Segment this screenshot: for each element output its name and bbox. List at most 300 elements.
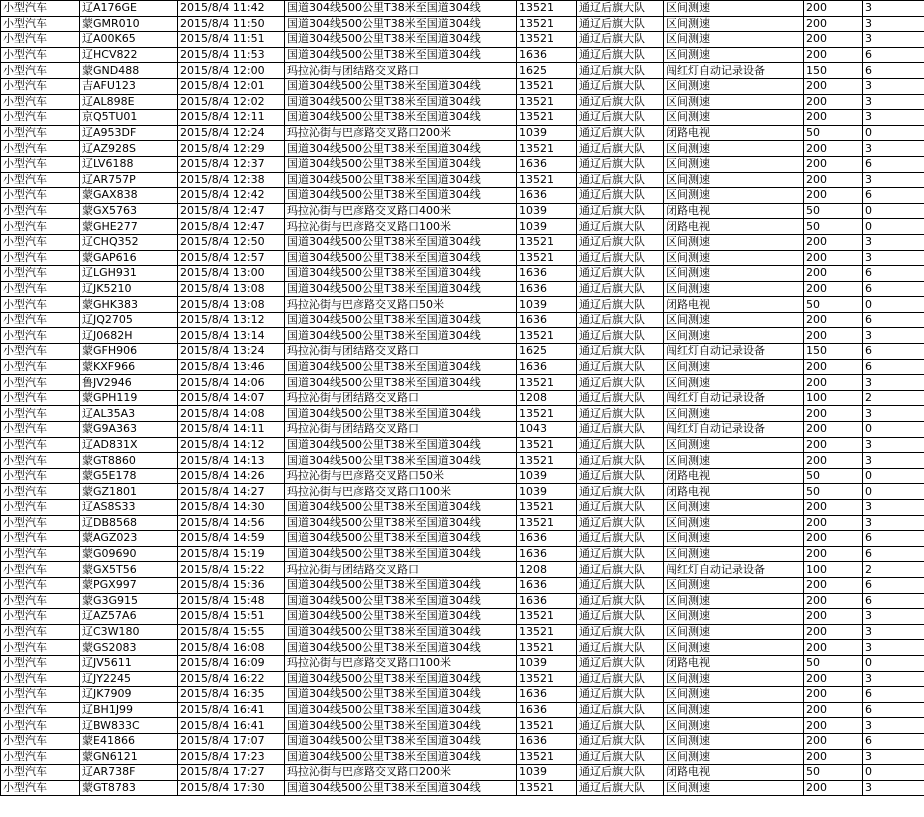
code-cell: 1625 — [517, 63, 577, 79]
points-cell: 6 — [863, 593, 924, 609]
table-row — [1, 375, 924, 391]
vehicle-type-cell: 小型汽车 — [1, 422, 80, 438]
points-cell: 0 — [863, 422, 924, 438]
fine-cell: 200 — [804, 234, 863, 250]
datetime-cell: 2015/8/4 11:42 — [178, 1, 285, 17]
code-cell: 13521 — [517, 406, 577, 422]
vehicle-type-cell: 小型汽车 — [1, 406, 80, 422]
department-cell: 通辽后旗大队 — [577, 188, 664, 204]
fine-cell: 200 — [804, 188, 863, 204]
plate-number-cell: 蒙G5E178 — [80, 468, 178, 484]
code-cell: 1636 — [517, 281, 577, 297]
department-cell: 通辽后旗大队 — [577, 655, 664, 671]
table-row — [1, 531, 924, 547]
plate-number-cell: 辽AZ57A6 — [80, 609, 178, 625]
device-cell: 区间测速 — [664, 640, 804, 656]
points-cell: 6 — [863, 47, 924, 63]
fine-cell: 50 — [804, 765, 863, 781]
device-cell: 闭路电视 — [664, 468, 804, 484]
datetime-cell: 2015/8/4 14:59 — [178, 531, 285, 547]
fine-cell: 200 — [804, 687, 863, 703]
device-cell: 闯红灯自动记录设备 — [664, 63, 804, 79]
plate-number-cell: 吉AFU123 — [80, 78, 178, 94]
points-cell: 6 — [863, 156, 924, 172]
device-cell: 区间测速 — [664, 110, 804, 126]
fine-cell: 200 — [804, 453, 863, 469]
table-row — [1, 655, 924, 671]
department-cell: 通辽后旗大队 — [577, 453, 664, 469]
location-cell: 国道304线500公里T38米至国道304线 — [285, 375, 517, 391]
vehicle-type-cell: 小型汽车 — [1, 655, 80, 671]
code-cell: 1636 — [517, 531, 577, 547]
datetime-cell: 2015/8/4 11:50 — [178, 16, 285, 32]
datetime-cell: 2015/8/4 11:53 — [178, 47, 285, 63]
points-cell: 3 — [863, 609, 924, 625]
department-cell: 通辽后旗大队 — [577, 468, 664, 484]
department-cell: 通辽后旗大队 — [577, 531, 664, 547]
datetime-cell: 2015/8/4 14:12 — [178, 437, 285, 453]
code-cell: 13521 — [517, 234, 577, 250]
datetime-cell: 2015/8/4 12:42 — [178, 188, 285, 204]
fine-cell: 200 — [804, 172, 863, 188]
table-row — [1, 63, 924, 79]
device-cell: 区间测速 — [664, 671, 804, 687]
department-cell: 通辽后旗大队 — [577, 702, 664, 718]
code-cell: 13521 — [517, 110, 577, 126]
code-cell: 13521 — [517, 94, 577, 110]
vehicle-type-cell: 小型汽车 — [1, 484, 80, 500]
datetime-cell: 2015/8/4 16:09 — [178, 655, 285, 671]
vehicle-type-cell: 小型汽车 — [1, 110, 80, 126]
device-cell: 区间测速 — [664, 624, 804, 640]
vehicle-type-cell: 小型汽车 — [1, 63, 80, 79]
device-cell: 区间测速 — [664, 609, 804, 625]
datetime-cell: 2015/8/4 16:41 — [178, 718, 285, 734]
fine-cell: 200 — [804, 624, 863, 640]
location-cell: 国道304线500公里T38米至国道304线 — [285, 234, 517, 250]
department-cell: 通辽后旗大队 — [577, 749, 664, 765]
plate-number-cell: 蒙GAX838 — [80, 188, 178, 204]
points-cell: 6 — [863, 359, 924, 375]
plate-number-cell: 京Q5TU01 — [80, 110, 178, 126]
fine-cell: 50 — [804, 297, 863, 313]
vehicle-type-cell: 小型汽车 — [1, 437, 80, 453]
department-cell: 通辽后旗大队 — [577, 780, 664, 796]
fine-cell: 200 — [804, 141, 863, 157]
points-cell: 3 — [863, 250, 924, 266]
code-cell: 13521 — [517, 640, 577, 656]
fine-cell: 200 — [804, 156, 863, 172]
device-cell: 区间测速 — [664, 281, 804, 297]
code-cell: 13521 — [517, 328, 577, 344]
fine-cell: 200 — [804, 500, 863, 516]
vehicle-type-cell: 小型汽车 — [1, 671, 80, 687]
points-cell: 3 — [863, 671, 924, 687]
device-cell: 区间测速 — [664, 577, 804, 593]
code-cell: 1039 — [517, 297, 577, 313]
location-cell: 玛拉沁街与巴彦路交叉路口400米 — [285, 203, 517, 219]
table-row — [1, 203, 924, 219]
device-cell: 区间测速 — [664, 780, 804, 796]
vehicle-type-cell: 小型汽车 — [1, 94, 80, 110]
code-cell: 13521 — [517, 437, 577, 453]
plate-number-cell: 蒙GAP616 — [80, 250, 178, 266]
fine-cell: 100 — [804, 390, 863, 406]
vehicle-type-cell: 小型汽车 — [1, 390, 80, 406]
location-cell: 玛拉沁街与团结路交叉路口 — [285, 63, 517, 79]
vehicle-type-cell: 小型汽车 — [1, 32, 80, 48]
department-cell: 通辽后旗大队 — [577, 16, 664, 32]
datetime-cell: 2015/8/4 12:29 — [178, 141, 285, 157]
location-cell: 国道304线500公里T38米至国道304线 — [285, 546, 517, 562]
fine-cell: 50 — [804, 219, 863, 235]
datetime-cell: 2015/8/4 12:02 — [178, 94, 285, 110]
code-cell: 13521 — [517, 671, 577, 687]
device-cell: 区间测速 — [664, 78, 804, 94]
department-cell: 通辽后旗大队 — [577, 733, 664, 749]
vehicle-type-cell: 小型汽车 — [1, 609, 80, 625]
table-row — [1, 297, 924, 313]
table-row — [1, 593, 924, 609]
location-cell: 国道304线500公里T38米至国道304线 — [285, 593, 517, 609]
location-cell: 国道304线500公里T38米至国道304线 — [285, 640, 517, 656]
fine-cell: 200 — [804, 640, 863, 656]
department-cell: 通辽后旗大队 — [577, 562, 664, 578]
plate-number-cell: 辽AL35A3 — [80, 406, 178, 422]
vehicle-type-cell: 小型汽车 — [1, 718, 80, 734]
datetime-cell: 2015/8/4 13:24 — [178, 344, 285, 360]
location-cell: 国道304线500公里T38米至国道304线 — [285, 250, 517, 266]
table-row — [1, 125, 924, 141]
device-cell: 闭路电视 — [664, 765, 804, 781]
table-row — [1, 577, 924, 593]
points-cell: 6 — [863, 188, 924, 204]
vehicle-type-cell: 小型汽车 — [1, 234, 80, 250]
plate-number-cell: 辽AR738F — [80, 765, 178, 781]
plate-number-cell: 蒙GHE277 — [80, 219, 178, 235]
device-cell: 区间测速 — [664, 515, 804, 531]
plate-number-cell: 蒙GX5763 — [80, 203, 178, 219]
vehicle-type-cell: 小型汽车 — [1, 47, 80, 63]
device-cell: 区间测速 — [664, 406, 804, 422]
vehicle-type-cell: 小型汽车 — [1, 515, 80, 531]
vehicle-type-cell: 小型汽车 — [1, 624, 80, 640]
table-row — [1, 344, 924, 360]
plate-number-cell: 辽JK5210 — [80, 281, 178, 297]
code-cell: 1039 — [517, 765, 577, 781]
plate-number-cell: 辽LV6188 — [80, 156, 178, 172]
fine-cell: 200 — [804, 406, 863, 422]
location-cell: 玛拉沁街与巴彦路交叉路口100米 — [285, 484, 517, 500]
code-cell: 13521 — [517, 749, 577, 765]
location-cell: 玛拉沁街与巴彦路交叉路口50米 — [285, 468, 517, 484]
fine-cell: 200 — [804, 593, 863, 609]
device-cell: 闭路电视 — [664, 484, 804, 500]
location-cell: 国道304线500公里T38米至国道304线 — [285, 110, 517, 126]
device-cell: 区间测速 — [664, 312, 804, 328]
plate-number-cell: 辽AD831X — [80, 437, 178, 453]
device-cell: 闭路电视 — [664, 219, 804, 235]
device-cell: 闯红灯自动记录设备 — [664, 390, 804, 406]
vehicle-type-cell: 小型汽车 — [1, 780, 80, 796]
code-cell: 13521 — [517, 515, 577, 531]
datetime-cell: 2015/8/4 13:08 — [178, 297, 285, 313]
location-cell: 玛拉沁街与巴彦路交叉路口50米 — [285, 297, 517, 313]
fine-cell: 50 — [804, 655, 863, 671]
vehicle-type-cell: 小型汽车 — [1, 344, 80, 360]
datetime-cell: 2015/8/4 17:30 — [178, 780, 285, 796]
code-cell: 1636 — [517, 702, 577, 718]
vehicle-type-cell: 小型汽车 — [1, 468, 80, 484]
code-cell: 1636 — [517, 359, 577, 375]
device-cell: 闭路电视 — [664, 655, 804, 671]
datetime-cell: 2015/8/4 15:51 — [178, 609, 285, 625]
vehicle-type-cell: 小型汽车 — [1, 188, 80, 204]
points-cell: 0 — [863, 765, 924, 781]
plate-number-cell: 辽DB8568 — [80, 515, 178, 531]
table-row — [1, 94, 924, 110]
points-cell: 3 — [863, 32, 924, 48]
department-cell: 通辽后旗大队 — [577, 718, 664, 734]
code-cell: 13521 — [517, 609, 577, 625]
table-row — [1, 468, 924, 484]
department-cell: 通辽后旗大队 — [577, 32, 664, 48]
fine-cell: 200 — [804, 328, 863, 344]
code-cell: 1636 — [517, 47, 577, 63]
location-cell: 国道304线500公里T38米至国道304线 — [285, 406, 517, 422]
points-cell: 3 — [863, 453, 924, 469]
department-cell: 通辽后旗大队 — [577, 500, 664, 516]
points-cell: 3 — [863, 141, 924, 157]
device-cell: 区间测速 — [664, 172, 804, 188]
points-cell: 6 — [863, 687, 924, 703]
plate-number-cell: 鲁JV2946 — [80, 375, 178, 391]
fine-cell: 150 — [804, 344, 863, 360]
fine-cell: 200 — [804, 312, 863, 328]
device-cell: 区间测速 — [664, 156, 804, 172]
plate-number-cell: 蒙GN6121 — [80, 749, 178, 765]
points-cell: 0 — [863, 655, 924, 671]
device-cell: 区间测速 — [664, 250, 804, 266]
points-cell: 3 — [863, 640, 924, 656]
department-cell: 通辽后旗大队 — [577, 484, 664, 500]
datetime-cell: 2015/8/4 13:46 — [178, 359, 285, 375]
department-cell: 通辽后旗大队 — [577, 671, 664, 687]
vehicle-type-cell: 小型汽车 — [1, 125, 80, 141]
datetime-cell: 2015/8/4 14:08 — [178, 406, 285, 422]
points-cell: 3 — [863, 78, 924, 94]
device-cell: 区间测速 — [664, 546, 804, 562]
vehicle-type-cell: 小型汽车 — [1, 640, 80, 656]
points-cell: 3 — [863, 16, 924, 32]
vehicle-type-cell: 小型汽车 — [1, 531, 80, 547]
fine-cell: 50 — [804, 484, 863, 500]
device-cell: 区间测速 — [664, 266, 804, 282]
vehicle-type-cell: 小型汽车 — [1, 78, 80, 94]
fine-cell: 50 — [804, 125, 863, 141]
plate-number-cell: 辽AL898E — [80, 94, 178, 110]
location-cell: 国道304线500公里T38米至国道304线 — [285, 266, 517, 282]
datetime-cell: 2015/8/4 16:08 — [178, 640, 285, 656]
fine-cell: 200 — [804, 422, 863, 438]
department-cell: 通辽后旗大队 — [577, 94, 664, 110]
points-cell: 3 — [863, 234, 924, 250]
vehicle-type-cell: 小型汽车 — [1, 702, 80, 718]
plate-number-cell: 蒙AGZ023 — [80, 531, 178, 547]
vehicle-type-cell: 小型汽车 — [1, 453, 80, 469]
points-cell: 3 — [863, 110, 924, 126]
table-row — [1, 156, 924, 172]
table-row — [1, 765, 924, 781]
location-cell: 玛拉沁街与团结路交叉路口 — [285, 562, 517, 578]
device-cell: 区间测速 — [664, 531, 804, 547]
datetime-cell: 2015/8/4 12:47 — [178, 203, 285, 219]
datetime-cell: 2015/8/4 12:11 — [178, 110, 285, 126]
code-cell: 1039 — [517, 655, 577, 671]
datetime-cell: 2015/8/4 15:36 — [178, 577, 285, 593]
points-cell: 3 — [863, 718, 924, 734]
points-cell: 6 — [863, 546, 924, 562]
device-cell: 区间测速 — [664, 1, 804, 17]
points-cell: 0 — [863, 297, 924, 313]
points-cell: 6 — [863, 281, 924, 297]
points-cell: 6 — [863, 63, 924, 79]
plate-number-cell: 蒙GZ1801 — [80, 484, 178, 500]
vehicle-type-cell: 小型汽车 — [1, 562, 80, 578]
table-row — [1, 515, 924, 531]
table-row — [1, 281, 924, 297]
code-cell: 13521 — [517, 250, 577, 266]
vehicle-type-cell: 小型汽车 — [1, 219, 80, 235]
table-row — [1, 671, 924, 687]
plate-number-cell: 辽BW833C — [80, 718, 178, 734]
plate-number-cell: 蒙KXF966 — [80, 359, 178, 375]
location-cell: 玛拉沁街与团结路交叉路口 — [285, 390, 517, 406]
device-cell: 区间测速 — [664, 437, 804, 453]
table-row — [1, 422, 924, 438]
fine-cell: 200 — [804, 437, 863, 453]
table-row — [1, 546, 924, 562]
table-row — [1, 328, 924, 344]
vehicle-type-cell: 小型汽车 — [1, 687, 80, 703]
code-cell: 1636 — [517, 687, 577, 703]
code-cell: 13521 — [517, 78, 577, 94]
plate-number-cell: 辽A176GE — [80, 1, 178, 17]
vehicle-type-cell: 小型汽车 — [1, 16, 80, 32]
device-cell: 区间测速 — [664, 718, 804, 734]
vehicle-type-cell: 小型汽车 — [1, 749, 80, 765]
device-cell: 区间测速 — [664, 359, 804, 375]
code-cell: 13521 — [517, 624, 577, 640]
points-cell: 0 — [863, 125, 924, 141]
location-cell: 玛拉沁街与巴彦路交叉路口100米 — [285, 219, 517, 235]
code-cell: 13521 — [517, 172, 577, 188]
table-body — [1, 1, 924, 796]
datetime-cell: 2015/8/4 14:11 — [178, 422, 285, 438]
fine-cell: 200 — [804, 78, 863, 94]
fine-cell: 50 — [804, 203, 863, 219]
device-cell: 区间测速 — [664, 687, 804, 703]
vehicle-type-cell: 小型汽车 — [1, 281, 80, 297]
location-cell: 国道304线500公里T38米至国道304线 — [285, 312, 517, 328]
plate-number-cell: 蒙GX5T56 — [80, 562, 178, 578]
plate-number-cell: 辽AS8S33 — [80, 500, 178, 516]
plate-number-cell: 蒙G3G915 — [80, 593, 178, 609]
datetime-cell: 2015/8/4 14:27 — [178, 484, 285, 500]
table-row — [1, 624, 924, 640]
vehicle-type-cell: 小型汽车 — [1, 1, 80, 17]
points-cell: 0 — [863, 484, 924, 500]
vehicle-type-cell: 小型汽车 — [1, 359, 80, 375]
department-cell: 通辽后旗大队 — [577, 687, 664, 703]
fine-cell: 200 — [804, 1, 863, 17]
vehicle-type-cell: 小型汽车 — [1, 250, 80, 266]
table-row — [1, 390, 924, 406]
device-cell: 闭路电视 — [664, 203, 804, 219]
department-cell: 通辽后旗大队 — [577, 422, 664, 438]
department-cell: 通辽后旗大队 — [577, 609, 664, 625]
fine-cell: 200 — [804, 515, 863, 531]
table-row — [1, 32, 924, 48]
table-row — [1, 453, 924, 469]
fine-cell: 200 — [804, 250, 863, 266]
device-cell: 区间测速 — [664, 328, 804, 344]
code-cell: 1039 — [517, 468, 577, 484]
code-cell: 1039 — [517, 484, 577, 500]
plate-number-cell: 辽JQ2705 — [80, 312, 178, 328]
fine-cell: 200 — [804, 32, 863, 48]
vehicle-type-cell: 小型汽车 — [1, 328, 80, 344]
points-cell: 3 — [863, 624, 924, 640]
department-cell: 通辽后旗大队 — [577, 624, 664, 640]
location-cell: 国道304线500公里T38米至国道304线 — [285, 141, 517, 157]
datetime-cell: 2015/8/4 15:22 — [178, 562, 285, 578]
department-cell: 通辽后旗大队 — [577, 593, 664, 609]
location-cell: 国道304线500公里T38米至国道304线 — [285, 47, 517, 63]
plate-number-cell: 辽JY2245 — [80, 671, 178, 687]
department-cell: 通辽后旗大队 — [577, 375, 664, 391]
datetime-cell: 2015/8/4 12:50 — [178, 234, 285, 250]
points-cell: 3 — [863, 172, 924, 188]
plate-number-cell: 辽JK7909 — [80, 687, 178, 703]
table-row — [1, 16, 924, 32]
table-row — [1, 733, 924, 749]
location-cell: 玛拉沁街与巴彦路交叉路口200米 — [285, 125, 517, 141]
department-cell: 通辽后旗大队 — [577, 765, 664, 781]
location-cell: 国道304线500公里T38米至国道304线 — [285, 359, 517, 375]
department-cell: 通辽后旗大队 — [577, 406, 664, 422]
datetime-cell: 2015/8/4 12:24 — [178, 125, 285, 141]
datetime-cell: 2015/8/4 15:48 — [178, 593, 285, 609]
plate-number-cell: 辽J0682H — [80, 328, 178, 344]
fine-cell: 200 — [804, 671, 863, 687]
device-cell: 区间测速 — [664, 733, 804, 749]
location-cell: 国道304线500公里T38米至国道304线 — [285, 281, 517, 297]
vehicle-type-cell: 小型汽车 — [1, 577, 80, 593]
device-cell: 闭路电视 — [664, 125, 804, 141]
plate-number-cell: 辽A00K65 — [80, 32, 178, 48]
device-cell: 闭路电视 — [664, 297, 804, 313]
code-cell: 1043 — [517, 422, 577, 438]
location-cell: 国道304线500公里T38米至国道304线 — [285, 515, 517, 531]
plate-number-cell: 蒙GS2083 — [80, 640, 178, 656]
datetime-cell: 2015/8/4 13:00 — [178, 266, 285, 282]
department-cell: 通辽后旗大队 — [577, 141, 664, 157]
device-cell: 区间测速 — [664, 47, 804, 63]
location-cell: 国道304线500公里T38米至国道304线 — [285, 500, 517, 516]
datetime-cell: 2015/8/4 15:19 — [178, 546, 285, 562]
department-cell: 通辽后旗大队 — [577, 328, 664, 344]
